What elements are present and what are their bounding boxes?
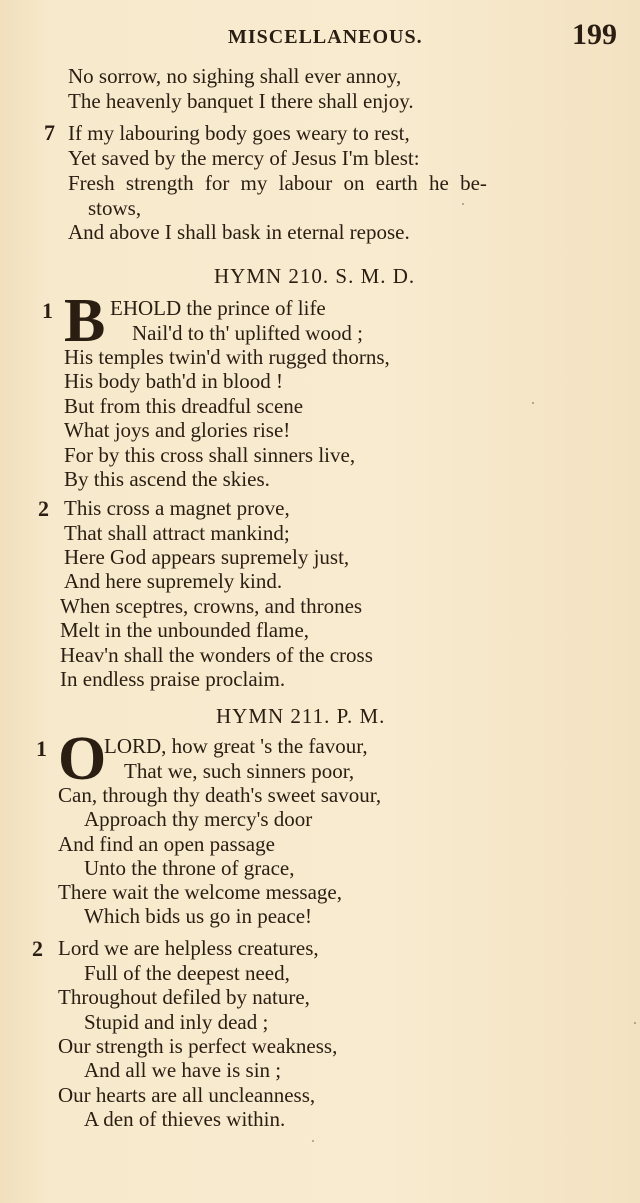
verse-line: Melt in the unbounded flame, [60, 618, 310, 642]
verse-line: For by this cross shall sinners live, [64, 443, 356, 467]
hymn-title: HYMN 211. P. M. [216, 704, 386, 728]
verse-line: Our hearts are all uncleanness, [58, 1083, 316, 1107]
verse-number: 2 [32, 936, 43, 961]
verse-number: 2 [38, 496, 49, 521]
verse-line: If my labouring body goes weary to rest, [68, 121, 410, 145]
running-header: MISCELLANEOUS. [228, 26, 423, 48]
verse-number: 1 [36, 736, 47, 761]
drop-cap: O [58, 725, 107, 793]
verse-line: Fresh strength for my labour on earth he be- [68, 171, 487, 195]
verse-line: Yet saved by the mercy of Jesus I'm blest: [68, 146, 420, 170]
verse-number: 7 [44, 120, 55, 145]
verse-line: LORD, how great 's the favour, [104, 734, 368, 758]
verse-line: Stupid and inly dead ; [84, 1010, 269, 1034]
verse-number: 1 [42, 298, 53, 323]
page-number: 199 [572, 18, 617, 51]
verse-line: When sceptres, crowns, and thrones [60, 594, 363, 618]
verse-line: No sorrow, no sighing shall ever annoy, [68, 64, 402, 88]
verse-line: There wait the welcome message, [58, 880, 342, 904]
paper-speck [462, 203, 464, 205]
verse-line: Here God appears supremely just, [64, 545, 350, 569]
verse-line: His temples twin'd with rugged thorns, [64, 345, 390, 369]
verse-line: Throughout defiled by nature, [58, 985, 310, 1009]
verse-line: Full of the deepest need, [84, 961, 290, 985]
verse-line: The heavenly banquet I there shall enjoy. [68, 89, 414, 113]
verse-line: Heav'n shall the wonders of the cross [60, 643, 373, 667]
verse-line: And above I shall bask in eternal repose. [68, 220, 410, 244]
verse-line: But from this dreadful scene [64, 394, 304, 418]
verse-line: And all we have is sin ; [84, 1058, 282, 1082]
verse-line: Approach thy mercy's door [84, 807, 313, 831]
verse-line: Can, through thy death's sweet savour, [58, 783, 382, 807]
verse-line: EHOLD the prince of life [110, 296, 326, 320]
paper-speck [634, 1022, 636, 1024]
verse-line: By this ascend the skies. [64, 467, 270, 491]
verse-line: Which bids us go in peace! [84, 904, 313, 928]
verse-line: What joys and glories rise! [64, 418, 291, 442]
drop-cap: B [64, 287, 106, 355]
verse-line: And here supremely kind. [64, 569, 283, 593]
verse-line: Our strength is perfect weakness, [58, 1034, 338, 1058]
verse-line: This cross a magnet prove, [64, 496, 290, 520]
verse-line: That we, such sinners poor, [124, 759, 355, 783]
paper-speck [532, 402, 534, 404]
verse-line: His body bath'd in blood ! [64, 369, 284, 393]
verse-line: A den of thieves within. [84, 1107, 286, 1131]
verse-line: And find an open passage [58, 832, 275, 856]
verse-line: Lord we are helpless creatures, [58, 936, 319, 960]
verse-line: Unto the throne of grace, [84, 856, 295, 880]
verse-line: stows, [88, 196, 142, 220]
hymn-title: HYMN 210. S. M. D. [214, 264, 416, 288]
verse-line: In endless praise proclaim. [60, 667, 286, 691]
verse-line: That shall attract mankind; [64, 521, 290, 545]
verse-line: Nail'd to th' uplifted wood ; [132, 321, 363, 345]
paper-speck [312, 1140, 314, 1142]
